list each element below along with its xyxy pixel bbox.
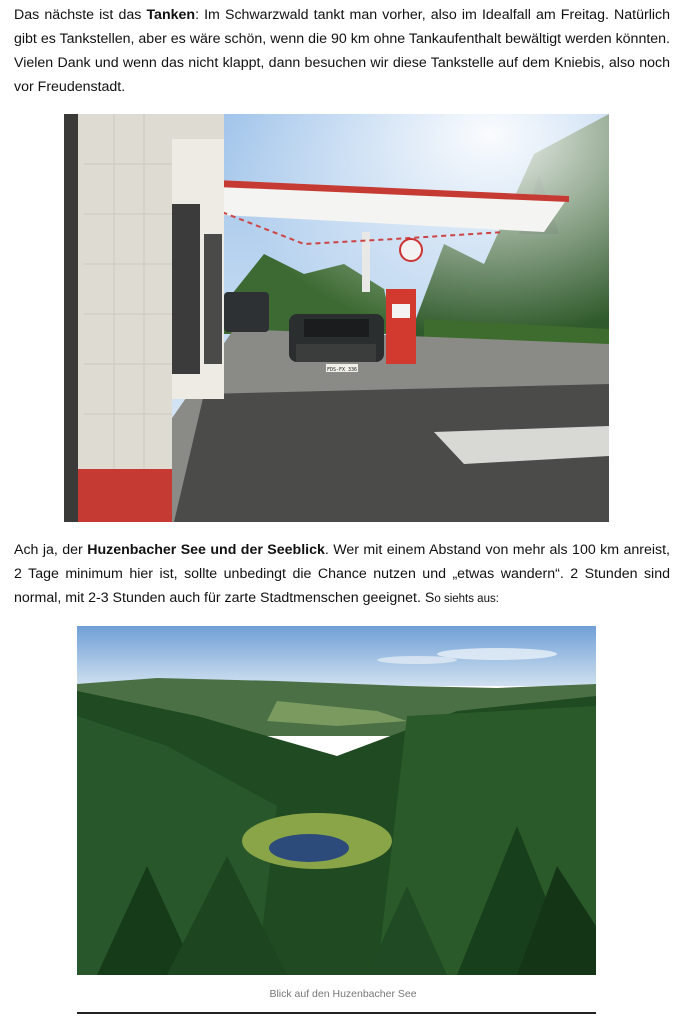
lake-paragraph [14,538,670,611]
license-plate: FDS-FX 336 [326,367,358,373]
text-run: Das nächste ist das [14,7,147,23]
photo-caption: Blick auf den Huzenbacher See [269,988,417,1000]
text-run: Ach ja, der [14,542,88,558]
text-run-small: o siehts aus: [434,593,499,605]
intro-paragraph [14,3,670,99]
lake-photo [77,626,596,975]
text-run: . Wer mit einem Abstand von mehr als 100 km anreist, 2 Tage minimum hier ist, sollte unbedingt die Chance nutzen und „etwas wandern“. 2 Stunden sind normal, mit 2-3 Stunden auch für zarte Stadtmenschen geeignet. S [14,542,671,606]
gas-station-photo [64,114,609,522]
divider [77,1012,596,1014]
bold-keyword: Tanken [146,7,196,23]
bold-keyword: Huzenbacher See und der Seeblick [87,542,325,558]
text-run: : Im Schwarzwald tankt man vorher, also im Idealfall am Freitag. Natürlich gibt es Tankstellen, aber es wäre schön, wenn die 90 km ohne Tankaufenthalt bewältigt werden könnten. Vielen Dank und wenn das nicht klappt, dann besuchen wir diese Tankstelle auf dem Kniebis, also noch vor Freudenstadt. [14,7,670,95]
